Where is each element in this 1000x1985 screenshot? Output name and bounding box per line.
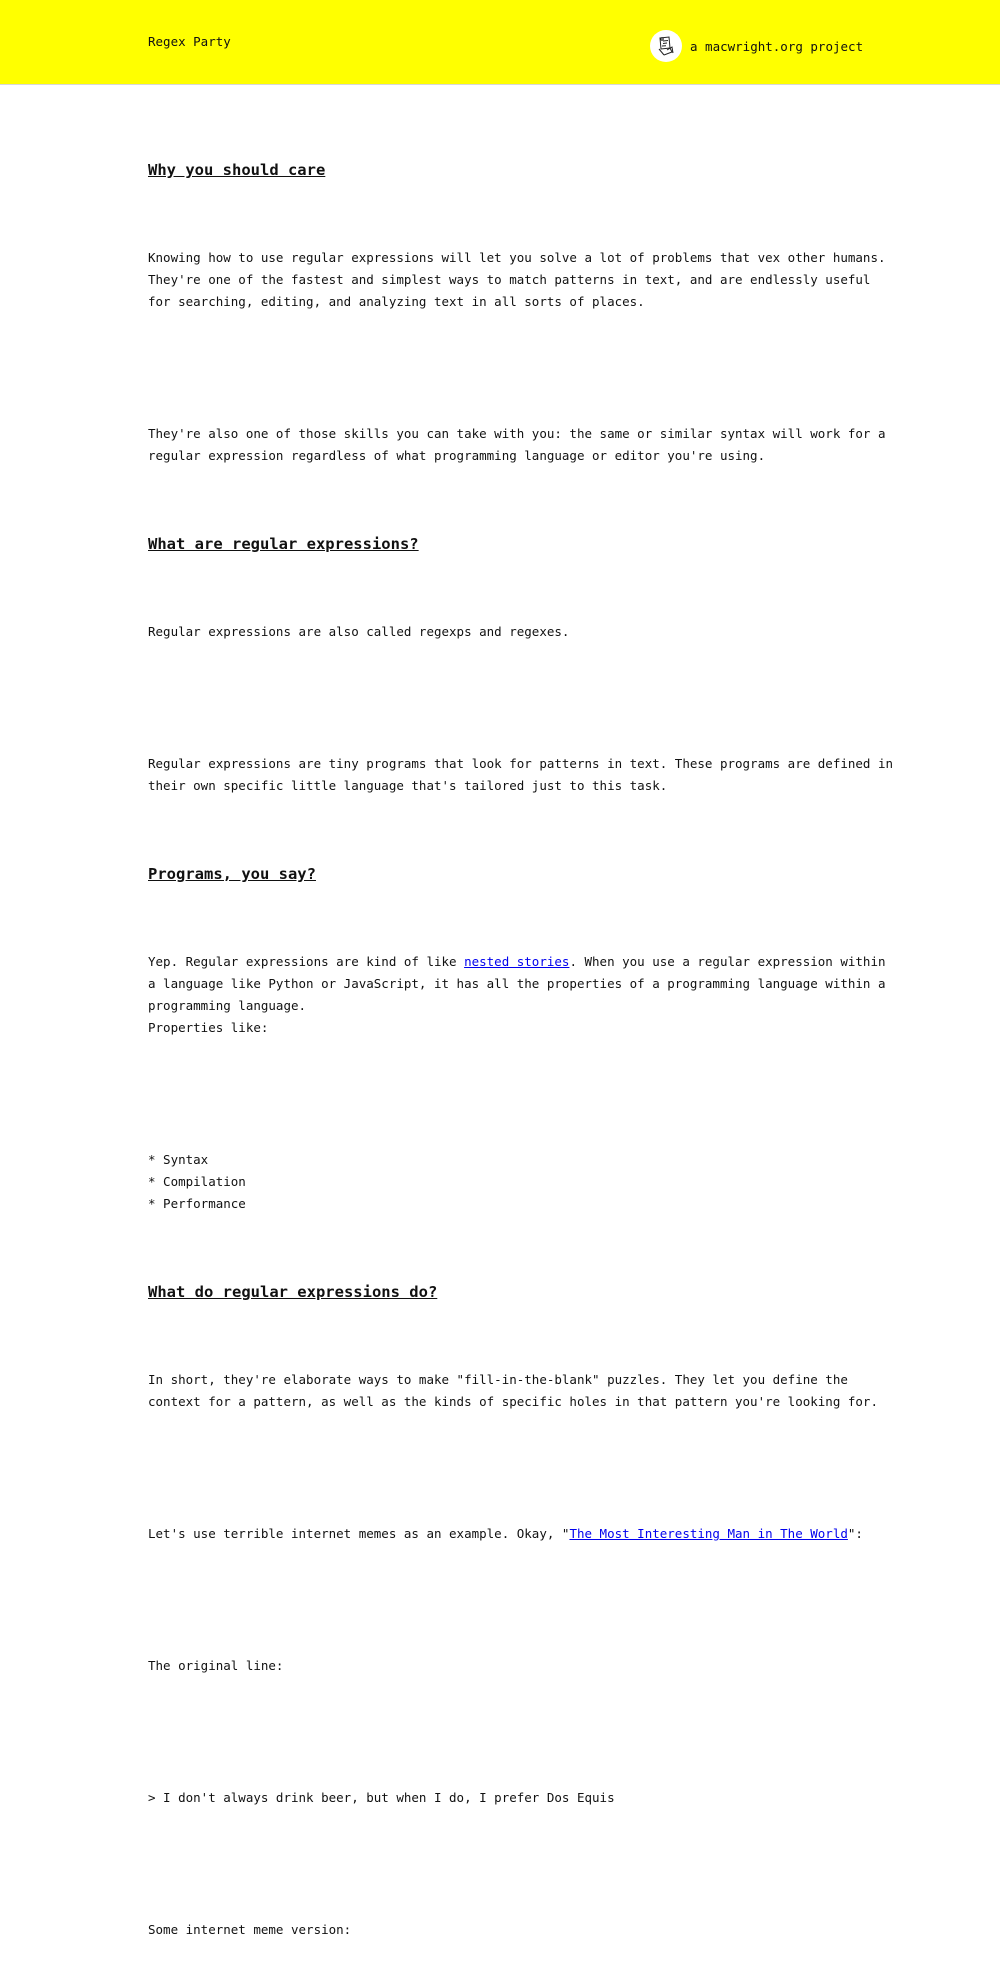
macwright-project-link[interactable] bbox=[650, 30, 863, 62]
list-item: * Performance bbox=[148, 1196, 246, 1211]
text-line: Knowing how to use regular expressions will let you solve a lot of problems that vex other humans. bbox=[148, 250, 886, 265]
nested-stories-link[interactable]: nested stories bbox=[464, 954, 570, 969]
properties-list bbox=[148, 1105, 854, 1259]
heading-what-do: What do regular expressions do? bbox=[148, 1283, 438, 1301]
site-brand-link[interactable]: Regex Party bbox=[148, 34, 231, 49]
do-paragraph-1 bbox=[148, 1325, 878, 1457]
heading-what-are: What are regular expressions? bbox=[148, 535, 419, 553]
text-line bbox=[148, 951, 886, 973]
text-line: context for a pattern, as well as the kinds of specific holes in that pattern you're looking for. bbox=[148, 1394, 878, 1409]
text-fragment: ": bbox=[847, 1526, 863, 1541]
text-line: regular expression regardless of what programming language or editor you're using. bbox=[148, 448, 766, 463]
text-line: Regular expressions are also called regexps and regexes. bbox=[148, 624, 570, 639]
text-fragment: . When you use a regular expression within bbox=[569, 954, 886, 969]
text-line: The original line: bbox=[148, 1658, 284, 1673]
heading-programs: Programs, you say? bbox=[148, 865, 316, 883]
text-line: programming language. bbox=[148, 998, 307, 1013]
text-line bbox=[148, 1523, 863, 1545]
what-paragraph-2 bbox=[148, 709, 894, 841]
list-item: * Compilation bbox=[148, 1174, 246, 1189]
text-line: Properties like: bbox=[148, 1020, 269, 1035]
text-line: their own specific little language that's tailored just to this task. bbox=[148, 778, 668, 793]
quote-line bbox=[148, 1743, 854, 1853]
macwright-logo-icon bbox=[650, 30, 682, 62]
most-interesting-man-link[interactable]: The Most Interesting Man in The World bbox=[569, 1526, 848, 1541]
text-fragment: Yep. Regular expressions are kind of like bbox=[148, 954, 465, 969]
text-line: They're also one of those skills you can take with you: the same or similar syntax will work for a bbox=[148, 426, 886, 441]
what-paragraph-1 bbox=[148, 577, 854, 687]
programs-paragraph bbox=[148, 907, 886, 1083]
text-line: Some internet meme version: bbox=[148, 1922, 352, 1937]
article-content bbox=[148, 159, 894, 1985]
site-header bbox=[0, 0, 1000, 85]
text-fragment: Let's use terrible internet memes as an example. Okay, " bbox=[148, 1526, 570, 1541]
text-line: a language like Python or JavaScript, it has all the properties of a programming language within a bbox=[148, 976, 886, 991]
original-line-label bbox=[148, 1611, 854, 1721]
text-line: Regular expressions are tiny programs that look for patterns in text. These programs are defined in bbox=[148, 756, 894, 771]
text-line: for searching, editing, and analyzing text in all sorts of places. bbox=[148, 294, 645, 309]
text-line: > I don't always drink beer, but when I do, I prefer Dos Equis bbox=[148, 1790, 615, 1805]
project-link-label: a macwright.org project bbox=[690, 38, 864, 54]
text-line: In short, they're elaborate ways to make "fill-in-the-blank" puzzles. They let you define the bbox=[148, 1372, 848, 1387]
care-paragraph-1 bbox=[148, 203, 886, 357]
list-item: * Syntax bbox=[148, 1152, 209, 1167]
do-example-paragraph bbox=[148, 1479, 863, 1589]
heading-why-care: Why you should care bbox=[148, 161, 326, 179]
meme-version-label bbox=[148, 1875, 854, 1985]
text-line: They're one of the fastest and simplest ways to match patterns in text, and are endlessly useful bbox=[148, 272, 871, 287]
care-paragraph-2 bbox=[148, 379, 886, 511]
